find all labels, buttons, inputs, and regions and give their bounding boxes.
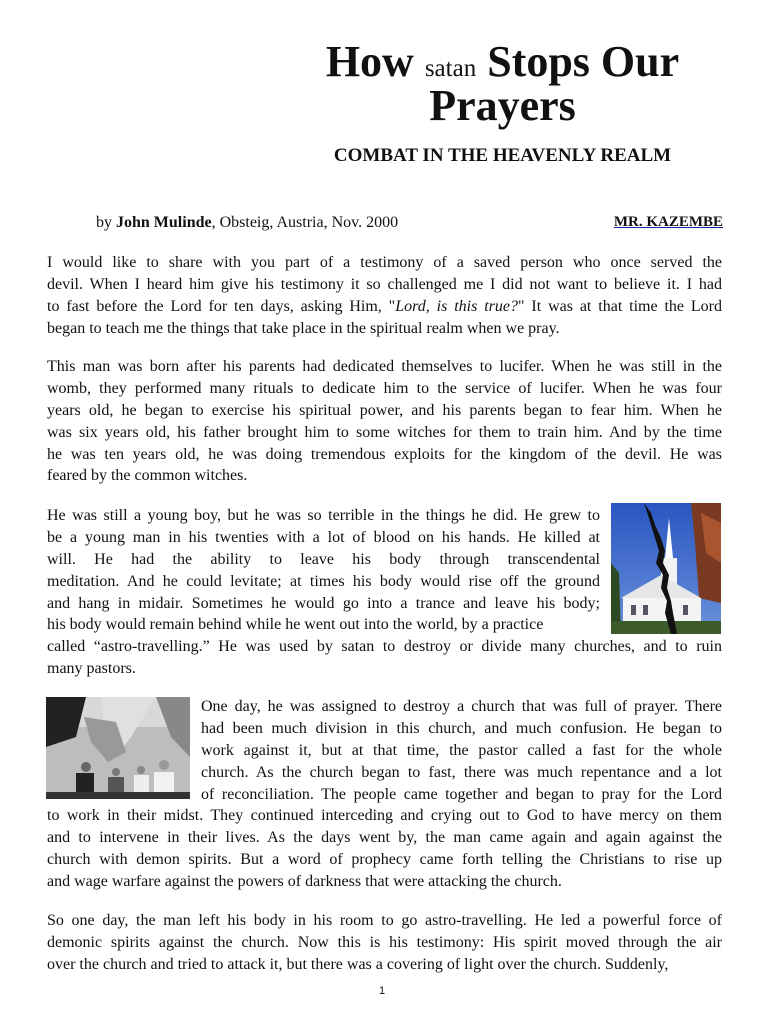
praying-hands-image (46, 697, 190, 799)
text-line: He was still a young boy, but he was so terrible in the things he did. He grew to (47, 507, 600, 524)
document-subtitle: COMBAT IN THE HEAVENLY REALM (333, 145, 672, 166)
title-word-small: satan (424, 55, 477, 82)
author-name: John Mulinde (116, 214, 212, 231)
text-line: over the church and tried to attack it, but there was a covering of light over the church. Suddenly, (47, 955, 669, 973)
text-line: called “astro-travelling.” He was used by satan to destroy or divide many churches, and to ruin (47, 638, 722, 656)
byline-location-date: , Obsteig, Austria, Nov. 2000 (211, 214, 399, 231)
text-line (47, 296, 722, 318)
text-line: his body would remain behind while he went out into the world, by a practice (47, 616, 544, 634)
text-line: and hang in midair. Sometimes he would go into a trance and leave his body; (47, 594, 600, 612)
text-line: and wage warfare against the powers of darkness that were attacking the church. (47, 873, 562, 891)
text-line: of reconciliation. The people came together and began to pray for the Lord (201, 785, 722, 803)
text-line: feared by the common witches. (47, 467, 248, 485)
document-title (290, 37, 715, 86)
paragraph (47, 910, 722, 976)
text-line: many pastors. (47, 660, 136, 678)
text-line: So one day, the man left his body in his room to go astro-travelling. He led a powerful force of (47, 912, 722, 929)
text-line: will. He had the ability to leave his body through transcendental (47, 550, 600, 568)
text-segment: " It was at that time the Lord (517, 297, 722, 315)
text-line: demonic spirits against the church. Now this is his testimony: His spirit moved through the air (47, 933, 722, 951)
text-line: began to teach me the things that take place in the spiritual realm when we pray. (47, 319, 560, 337)
text-line: be a young man in his twenties with a lot of blood on his hands. He killed at (47, 528, 600, 546)
page-number: 1 (379, 985, 386, 997)
title-word: Stops Our (487, 37, 680, 86)
text-line: meditation. And he could levitate; at times his body would rise off the ground (47, 572, 600, 590)
italic-quote: Lord, is this true? (395, 297, 518, 315)
text-line: womb, they performed many rituals to dedicate him to the service of lucifer. When he was four (47, 379, 722, 397)
uploader-link[interactable]: MR. KAZEMBE (613, 214, 723, 230)
text-line: years old, he began to exercise his spiritual power, and his parents began to fear him. When he (47, 401, 722, 419)
text-line: he was ten years old, he was doing tremendous exploits for the kingdom of the devil. He was (47, 445, 722, 463)
text-line: This man was born after his parents had dedicated themselves to lucifer. When he was still in the (47, 358, 722, 375)
text-line: I would like to share with you part of a testimony of a saved person who once served the (47, 254, 722, 271)
text-line: church. As the church began to fast, there was much repentance and a lot (201, 763, 722, 781)
text-line: church with demon spirits. But a word of prophecy came forth telling the Christians to rise up (47, 851, 722, 869)
text-line: had been much division in this church, and much confusion. He began to (201, 719, 722, 737)
document-title-line2: Prayers (429, 81, 576, 130)
byline-prefix: by (96, 214, 116, 231)
cracked-church-image (611, 503, 721, 634)
text-line: devil. When I heard him give his testimony it so challenged me I did not want to believe it. I had (47, 275, 722, 293)
text-line: work against it, but at that time, the pastor called a fast for the whole (201, 741, 722, 759)
text-segment: to fast before the Lord for ten days, asking Him, " (47, 297, 396, 315)
byline (96, 214, 398, 232)
text-line: One day, he was assigned to destroy a church that was full of prayer. There (201, 698, 722, 715)
text-line: to work in their midst. They continued interceding and crying out to God to have mercy on them (47, 807, 722, 825)
text-line: was six years old, his father brought him to some witches for them to train him. And by the time (47, 423, 722, 441)
paragraph (47, 252, 722, 340)
paragraph (47, 356, 722, 487)
text-line: and to intervene in their lives. As the days went by, the man came again and again against the (47, 829, 722, 847)
title-word: How (325, 37, 414, 86)
